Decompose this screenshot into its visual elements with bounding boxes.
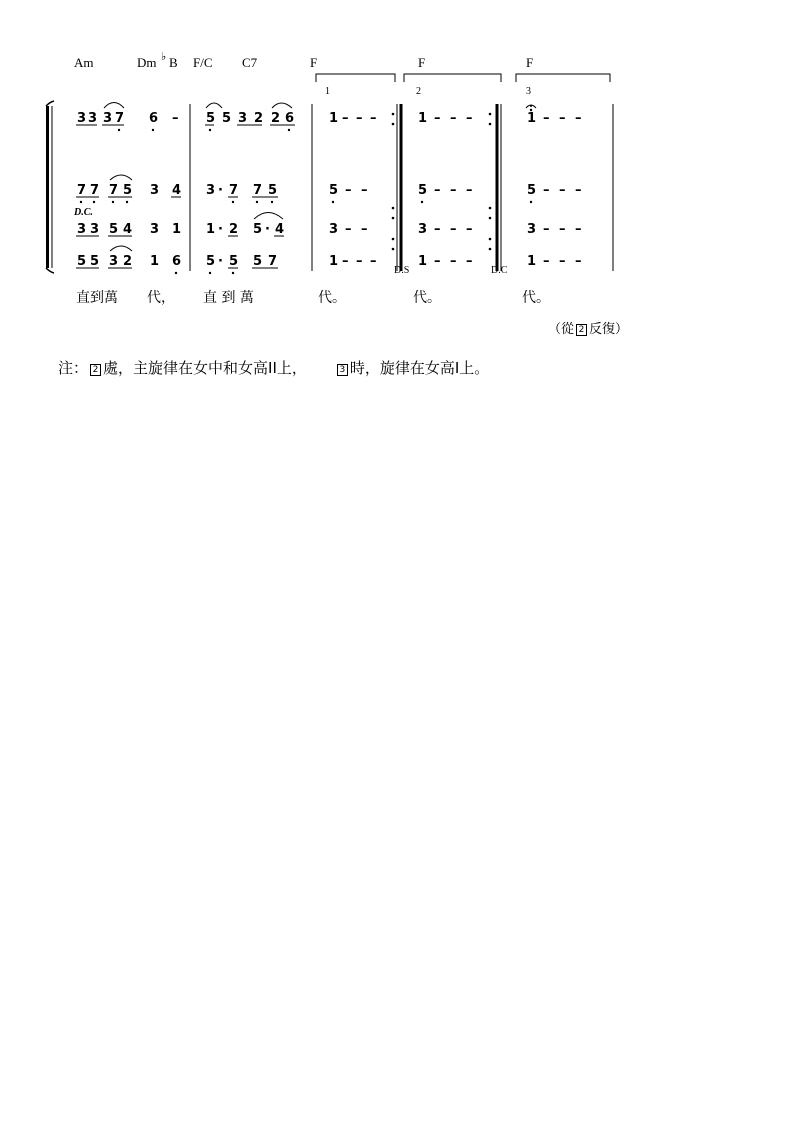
note: 1 <box>527 254 537 269</box>
note: – <box>466 111 473 126</box>
lyric-6: 代。 <box>522 290 550 306</box>
note: – <box>543 254 550 269</box>
note: 6 <box>149 111 159 126</box>
note: 2 <box>254 111 264 126</box>
note: – <box>543 111 550 126</box>
note: 3 <box>77 222 87 237</box>
note: 3 <box>527 222 537 237</box>
chord-dm: Dm <box>137 55 157 70</box>
chord-f-3: F <box>526 55 534 70</box>
note: 5 <box>527 183 537 198</box>
volta-number-2: 2 <box>416 86 421 97</box>
note: 5 <box>418 183 428 198</box>
note: 7 <box>77 183 87 198</box>
footnote-part-2: 時，旋律在女高I上。 <box>349 359 490 377</box>
note: – <box>559 254 566 269</box>
note: · <box>218 183 223 198</box>
note: · <box>218 254 223 269</box>
volta-number-1: 1 <box>325 86 330 97</box>
note: 7 <box>109 183 119 198</box>
dc-inline-marking: D.C. <box>74 207 93 218</box>
system-bracket <box>46 101 54 273</box>
note: 5 <box>77 254 87 269</box>
ds-marking: D.S <box>394 265 410 276</box>
note: – <box>575 254 582 269</box>
note: – <box>466 183 473 198</box>
row-2-octave-dots <box>80 201 532 203</box>
note: · <box>218 222 223 237</box>
note: 5 <box>90 254 100 269</box>
note: – <box>342 111 349 126</box>
note: 1 <box>206 222 216 237</box>
note: – <box>450 254 457 269</box>
note: – <box>559 183 566 198</box>
repeat-note-close: 反復） <box>589 322 629 337</box>
note: – <box>356 111 363 126</box>
note: – <box>370 111 377 126</box>
footnote-part-1: 處，主旋律在女中和女高II上， <box>103 359 307 377</box>
volta-number-3: 3 <box>526 86 531 97</box>
dc-marking: D.C <box>491 265 508 276</box>
chord-am: Am <box>74 55 94 70</box>
note: 5 <box>253 222 263 237</box>
note: 3 <box>150 222 160 237</box>
note: – <box>450 222 457 237</box>
chord-f-2: F <box>418 55 426 70</box>
footnote-box-1: 2 <box>90 364 101 376</box>
chord-f-1: F <box>310 55 318 70</box>
note: · <box>265 222 270 237</box>
note: 1 <box>527 111 537 126</box>
repeat-note-box: 2 <box>576 324 587 336</box>
note: – <box>434 183 441 198</box>
note: 5 <box>206 111 216 126</box>
row-4-octave-dots <box>175 272 234 274</box>
note: 4 <box>275 222 285 237</box>
note: 2 <box>229 222 239 237</box>
volta-brackets <box>316 74 610 82</box>
note: 5 <box>229 254 239 269</box>
note: – <box>361 183 368 198</box>
repeat-note <box>548 318 628 337</box>
note: 3 <box>150 183 160 198</box>
note: 6 <box>172 254 182 269</box>
chord-fc: F/C <box>193 55 213 70</box>
note: – <box>434 222 441 237</box>
note: 7 <box>115 111 125 126</box>
staff-row-2 <box>77 183 582 198</box>
note: 5 <box>253 254 263 269</box>
note: – <box>466 222 473 237</box>
lyric-4: 代。 <box>318 290 346 306</box>
note: 3 <box>206 183 216 198</box>
lyric-1: 直到萬 <box>76 290 118 306</box>
note: 5 <box>123 183 133 198</box>
note: 2 <box>123 254 133 269</box>
row-1-octave-dots <box>118 105 536 131</box>
note: 3 <box>88 111 98 126</box>
note: – <box>559 111 566 126</box>
note: 2 <box>271 111 281 126</box>
score-sheet <box>0 0 800 340</box>
note: – <box>434 111 441 126</box>
note: – <box>543 222 550 237</box>
staff-row-3 <box>77 222 582 237</box>
note: – <box>575 222 582 237</box>
note: 7 <box>268 254 278 269</box>
lyric-2: 代， <box>147 290 175 306</box>
note: 3 <box>109 254 119 269</box>
note: 3 <box>103 111 113 126</box>
lyric-3: 直 到 萬 <box>203 290 254 306</box>
staff-row-1 <box>77 111 582 126</box>
note: – <box>450 111 457 126</box>
note: – <box>342 254 349 269</box>
footnote <box>58 357 489 378</box>
chord-c7: C7 <box>242 55 258 70</box>
note: 5 <box>222 111 232 126</box>
note: 1 <box>418 254 428 269</box>
note: 1 <box>329 254 339 269</box>
footnote-box-2: 3 <box>337 364 348 376</box>
note: – <box>172 111 179 126</box>
note: 5 <box>109 222 119 237</box>
note: – <box>575 111 582 126</box>
note: 5 <box>268 183 278 198</box>
note: – <box>434 254 441 269</box>
note: 1 <box>172 222 182 237</box>
repeat-dots <box>392 113 492 251</box>
note: – <box>345 183 352 198</box>
note: 6 <box>285 111 295 126</box>
note: – <box>356 254 363 269</box>
note: 7 <box>253 183 263 198</box>
note: 3 <box>90 222 100 237</box>
note: 5 <box>206 254 216 269</box>
note: 1 <box>418 111 428 126</box>
note: – <box>559 222 566 237</box>
note: – <box>575 183 582 198</box>
note: 1 <box>150 254 160 269</box>
lyric-5: 代。 <box>413 290 441 306</box>
footnote-prefix: 注： <box>58 359 89 377</box>
note: – <box>345 222 352 237</box>
repeat-note-open: （從 <box>548 322 575 337</box>
note: – <box>450 183 457 198</box>
chord-b: B <box>169 55 178 70</box>
note: – <box>361 222 368 237</box>
note: 5 <box>329 183 339 198</box>
note: 3 <box>329 222 339 237</box>
note: – <box>466 254 473 269</box>
note: 4 <box>172 183 182 198</box>
note: – <box>370 254 377 269</box>
chord-flat: ♭ <box>161 51 167 63</box>
note: 4 <box>123 222 133 237</box>
note: 7 <box>90 183 100 198</box>
note: 3 <box>77 111 87 126</box>
note: 1 <box>329 111 339 126</box>
note: 3 <box>238 111 248 126</box>
note: 3 <box>418 222 428 237</box>
note: 7 <box>229 183 239 198</box>
note: – <box>543 183 550 198</box>
